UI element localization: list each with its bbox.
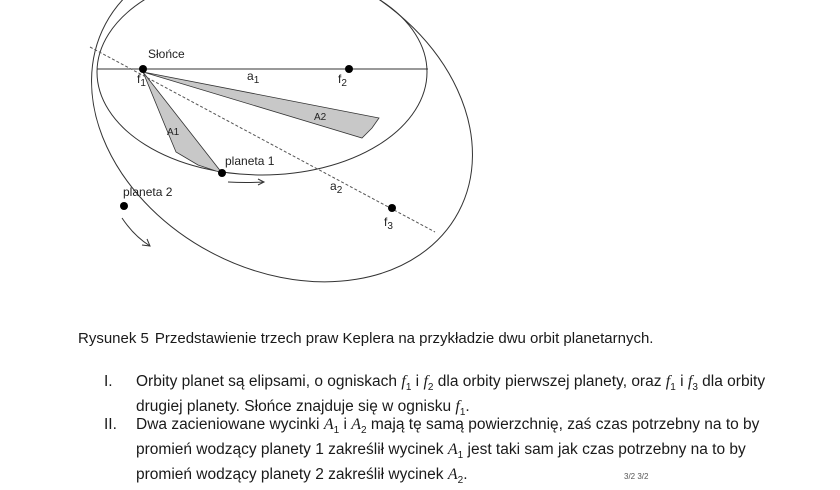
f3-label: $f_3$ <box>384 215 393 232</box>
a2-label: $a_2$ <box>330 179 343 196</box>
planet-2-arrow <box>122 218 150 246</box>
orbit-2 <box>34 0 530 320</box>
cut-off-formula-fragment: 3/2 3/2 <box>624 472 649 481</box>
law-1-text: Orbity planet są elipsami, o ogniskach $f_1$ i $f_2$ dla orbity pierwszej planety, oraz $f_1$ i $f_3$ dla orbity drugiej planety. Słońce znajduje się w ognisku $f_1$. <box>136 373 766 419</box>
area-a1-label: A1 <box>167 127 180 138</box>
a1-label: $a_1$ <box>247 69 260 86</box>
orbit-1 <box>97 0 427 175</box>
area-a2-label: A2 <box>314 112 327 123</box>
focus-f2-dot <box>345 65 353 73</box>
planet-1-label: planeta 1 <box>225 154 275 168</box>
law-2-text: Dwa zacieniowane wycinki $A_1$ i $A_2$ mają tę samą powierzchnię, zaś czas potrzebny na to by promień wodzący planety 1 zakreślił wycinek $A_1$ jest taki sam jak czas potrzebny na to by promień wodzący planety 2 zakreślił wycinek $A_2$. <box>136 416 760 487</box>
caption-text: Przedstawienie trzech praw Keplera na przykładzie dwu orbit planetarnych. <box>154 330 654 347</box>
focus-f3-dot <box>388 204 396 212</box>
f2-label: $f_2$ <box>338 72 347 89</box>
figure-caption <box>78 330 653 347</box>
planet-1-dot <box>218 169 226 177</box>
law-2 <box>104 415 804 490</box>
planet-2-dot <box>120 202 128 210</box>
law-2-numeral: II. <box>104 416 117 433</box>
caption-number: Rysunek 5 <box>78 330 149 347</box>
f1-label: $f_1$ <box>137 72 146 89</box>
major-axis-2 <box>90 47 435 232</box>
law-1-numeral: I. <box>104 373 113 390</box>
planet-2-label: planeta 2 <box>123 185 173 199</box>
sun-label: Słońce <box>148 47 185 61</box>
planet-1-arrow <box>228 179 264 185</box>
